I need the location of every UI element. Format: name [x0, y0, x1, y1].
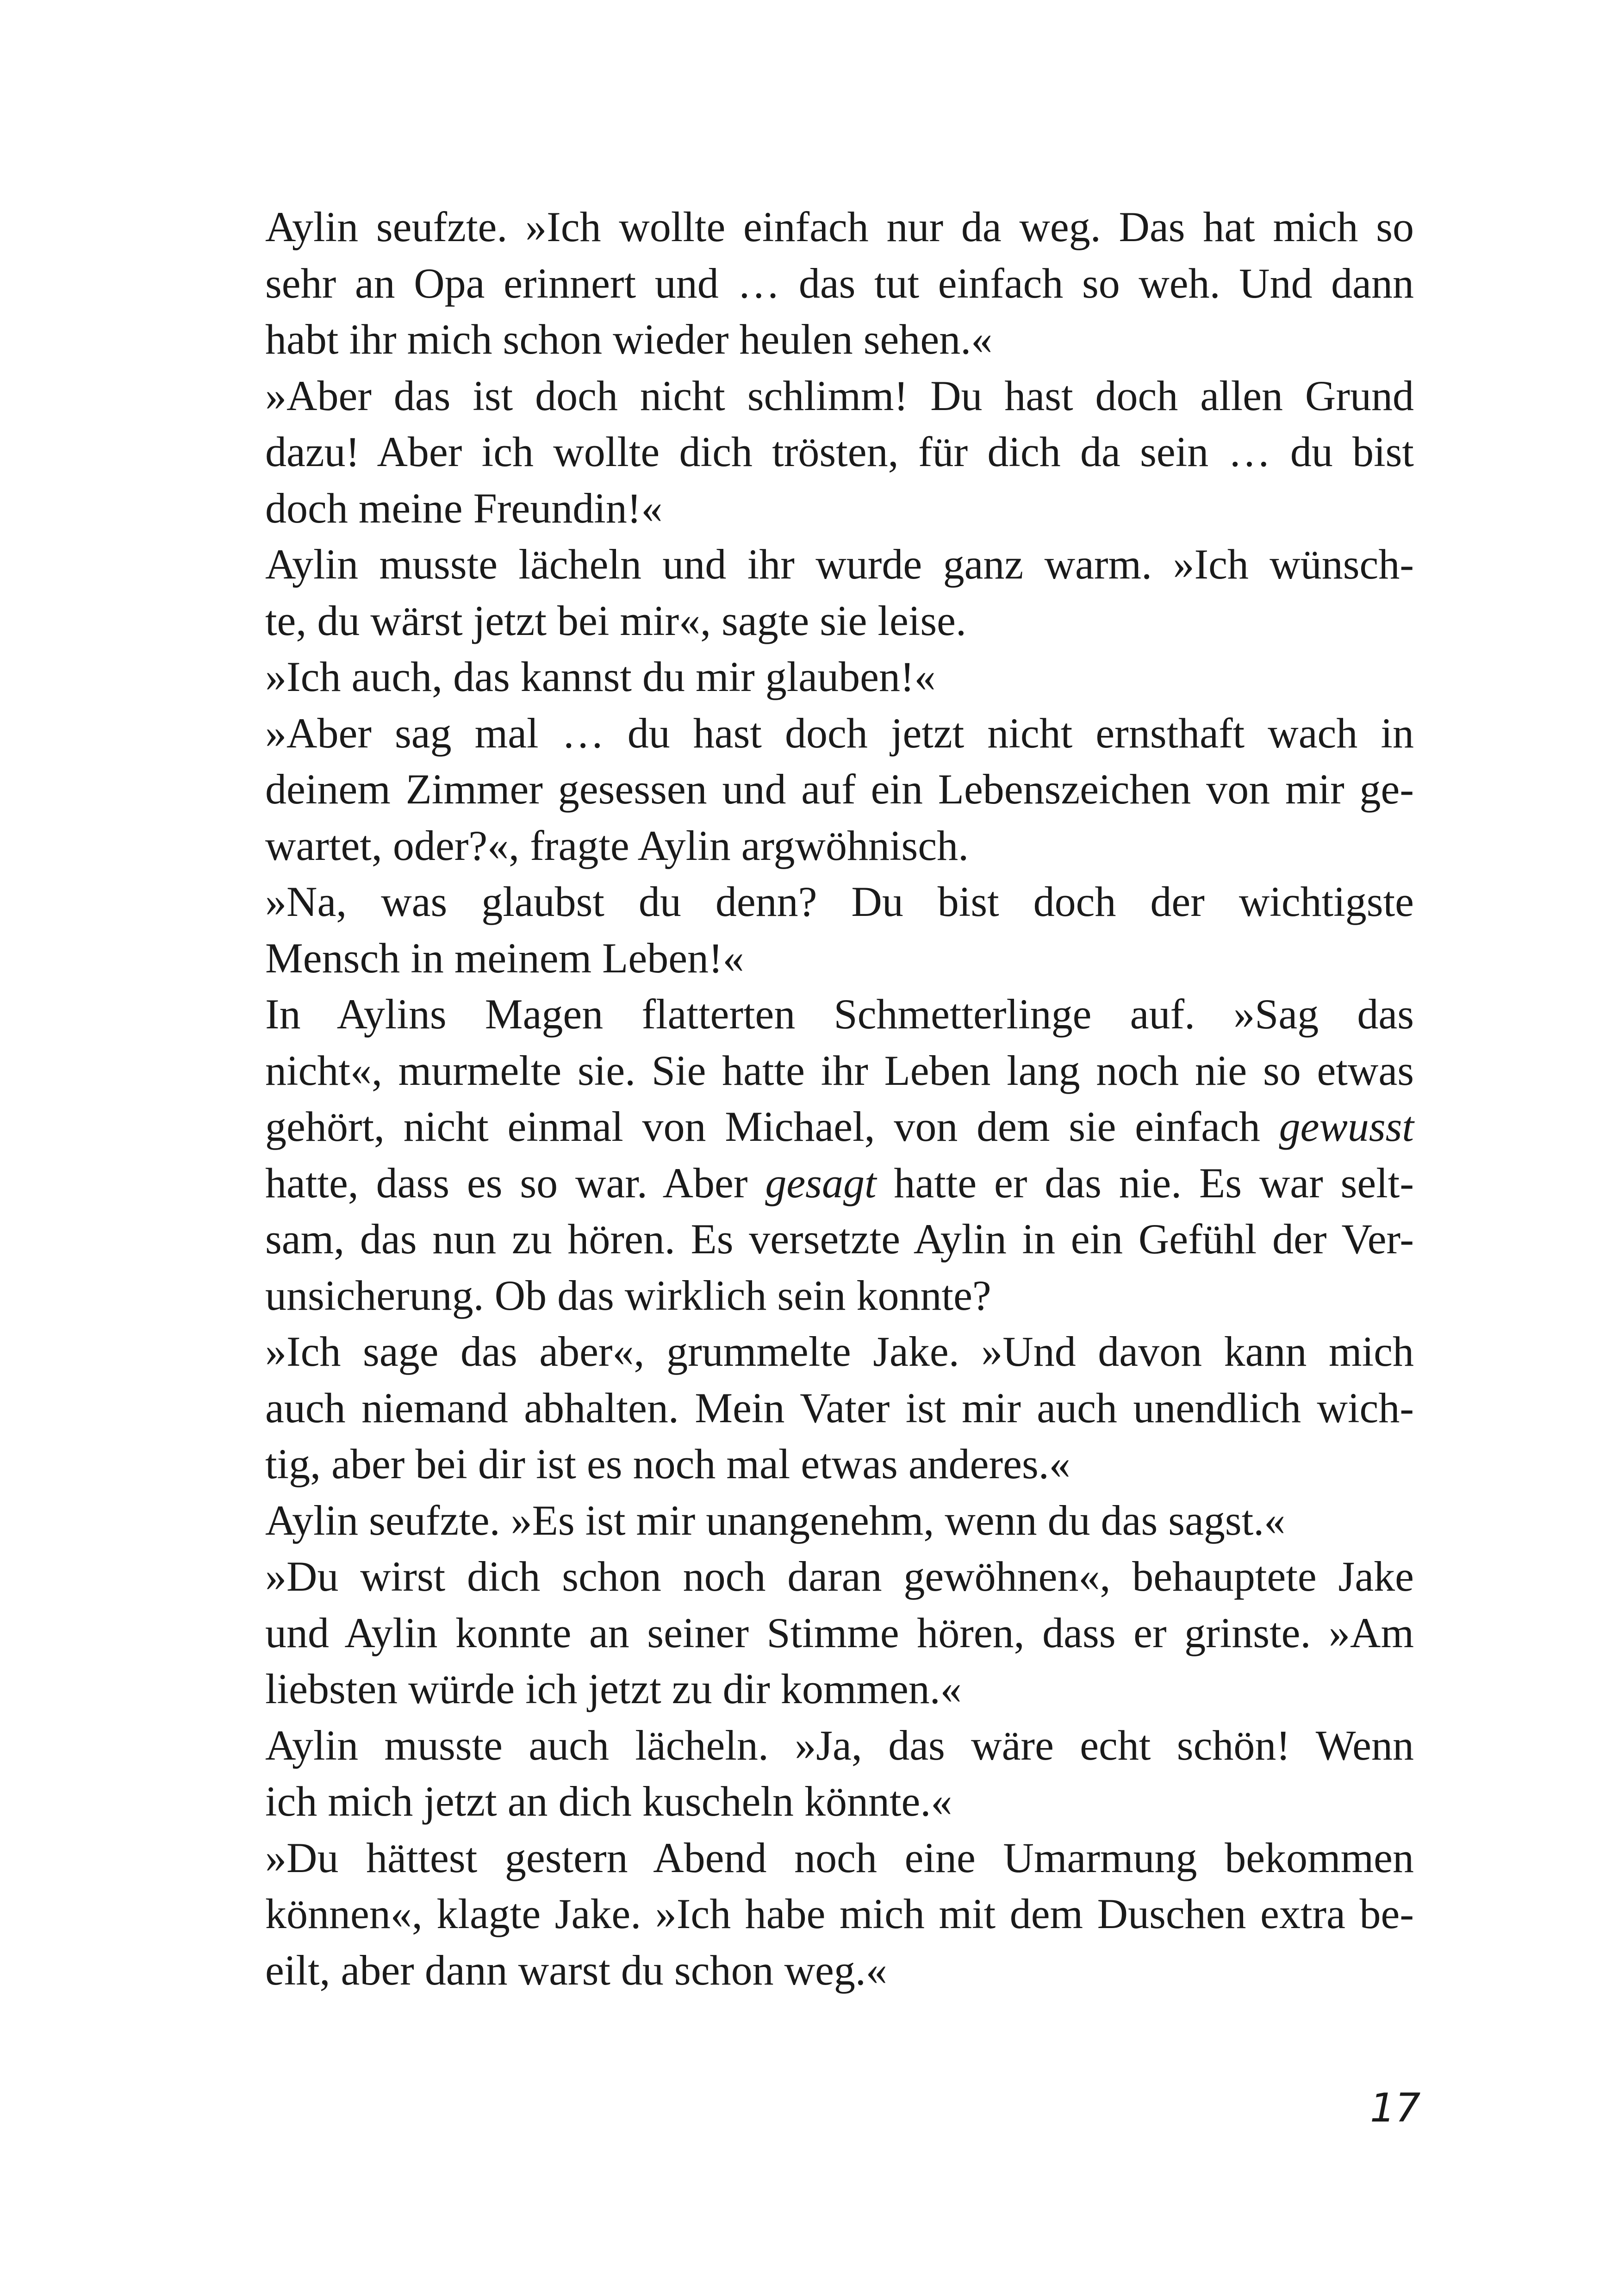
paragraph-9 — [211, 1493, 1414, 1549]
text-line: Mensch in meinem Leben!« — [265, 934, 744, 982]
text-line: wartet, oder?«, fragte Aylin argwöhnisch. — [265, 821, 969, 869]
text-line: sam, das nun zu hören. Es versetzte Aylin in ein Gefühl der Ver- — [265, 1215, 1414, 1263]
text-line: eilt, aber dann warst du schon weg.« — [265, 1946, 887, 1994]
paragraph-7 — [211, 986, 1414, 1324]
paragraph-6 — [211, 874, 1414, 986]
text-line: »Aber das ist doch nicht schlimm! Du hast doch allen Grund — [265, 372, 1414, 419]
text-line: habt ihr mich schon wieder heulen sehen.« — [265, 316, 993, 363]
text-line: »Ich sage das aber«, grummelte Jake. »Und davon kann mich — [265, 1328, 1414, 1375]
text-line: und Aylin konnte an seiner Stimme hören, dass er grinste. »Am — [265, 1609, 1414, 1656]
text-line: deinem Zimmer gesessen und auf ein Lebenszeichen von mir ge- — [265, 765, 1414, 813]
text-line: dazu! Aber ich wollte dich trösten, für dich da sein … du bist — [265, 428, 1414, 475]
text-line: können«, klagte Jake. »Ich habe mich mit dem Duschen extra be- — [265, 1890, 1414, 1937]
text-line: doch meine Freundin!« — [265, 484, 663, 532]
paragraph-10 — [211, 1549, 1414, 1717]
emphasis: gesagt — [765, 1159, 877, 1207]
emphasis: gewusst — [1279, 1103, 1414, 1150]
text-line: sehr an Opa erinnert und … das tut einfach so weh. Und dann — [265, 259, 1414, 307]
text-line: »Na, was glaubst du denn? Du bist doch der wichtigste — [265, 878, 1414, 925]
text-line: »Du wirst dich schon noch daran gewöhnen«, behauptete Jake — [265, 1553, 1414, 1600]
paragraph-1 — [211, 199, 1414, 368]
text-line: In Aylins Magen flatterten Schmetterlinge auf. »Sag das — [265, 990, 1414, 1038]
text-line: hatte, dass es so war. Aber gesagt hatte er das nie. Es war selt- — [265, 1159, 1414, 1207]
text-line: Aylin seufzte. »Ich wollte einfach nur da weg. Das hat mich so — [265, 203, 1414, 250]
text-line: auch niemand abhalten. Mein Vater ist mir auch unendlich wich- — [265, 1384, 1414, 1431]
paragraph-2 — [211, 368, 1414, 537]
paragraph-12 — [211, 1830, 1414, 1999]
text-line: »Du hättest gestern Abend noch eine Umarmung bekommen — [265, 1834, 1414, 1881]
body-text — [211, 199, 1414, 1998]
text-line: »Ich auch, das kannst du mir glauben!« — [265, 653, 936, 700]
paragraph-11 — [211, 1717, 1414, 1830]
text-line: Aylin seufzte. »Es ist mir unangenehm, wenn du das sagst.« — [265, 1496, 1286, 1544]
text-line: liebsten würde ich jetzt zu dir kommen.« — [265, 1665, 962, 1712]
text-line: nicht«, murmelte sie. Sie hatte ihr Leben lang noch nie so etwas — [265, 1046, 1414, 1094]
paragraph-8 — [211, 1324, 1414, 1493]
paragraph-5 — [211, 705, 1414, 874]
text-line: Aylin musste lächeln und ihr wurde ganz warm. »Ich wünsch- — [265, 541, 1414, 588]
text-line: Aylin musste auch lächeln. »Ja, das wäre echt schön! Wenn — [265, 1721, 1414, 1769]
paragraph-3 — [211, 536, 1414, 649]
paragraph-4 — [211, 649, 1414, 705]
text-line: »Aber sag mal … du hast doch jetzt nicht ernsthaft wach in — [265, 709, 1414, 757]
page-number: 17 — [1370, 2085, 1421, 2131]
text-line: ich mich jetzt an dich kuscheln könnte.« — [265, 1778, 952, 1825]
text-line: te, du wärst jetzt bei mir«, sagte sie leise. — [265, 597, 966, 644]
text-line: tig, aber bei dir ist es noch mal etwas anderes.« — [265, 1440, 1070, 1487]
text-line: gehört, nicht einmal von Michael, von dem sie einfach gewusst — [265, 1103, 1414, 1150]
text-line: unsicherung. Ob das wirklich sein konnte? — [265, 1271, 991, 1319]
